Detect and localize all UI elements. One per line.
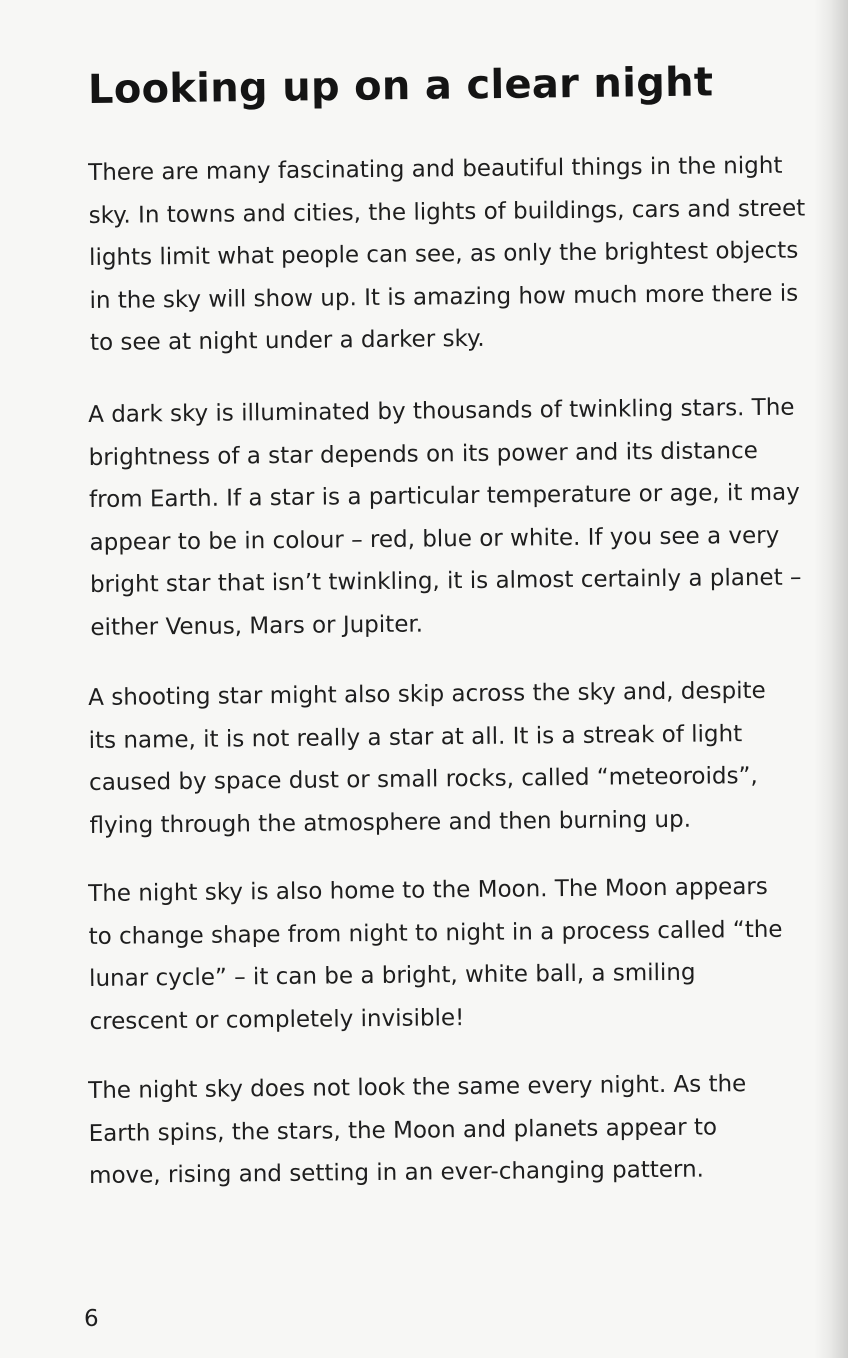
text-line: to change shape from night to night in a process called “the <box>88 916 783 950</box>
text-line: A dark sky is illuminated by thousands of twinkling stars. The <box>88 394 795 428</box>
text-line: either Venus, Mars or Jupiter. <box>90 611 424 641</box>
paragraph-stars <box>88 386 823 649</box>
text-line: flying through the atmosphere and then burning up. <box>89 806 692 839</box>
text-line: A shooting star might also skip across the sky and, despite <box>88 677 766 711</box>
page-number: 6 <box>84 1306 99 1332</box>
text-line: in the sky will show up. It is amazing how much more there is <box>89 280 799 314</box>
text-line: brightness of a star depends on its power and its distance <box>88 437 758 471</box>
text-line: move, rising and setting in an ever-changing pattern. <box>88 1156 705 1189</box>
paragraph-shooting-star <box>88 669 822 847</box>
text-line: Earth spins, the stars, the Moon and planets appear to <box>88 1113 718 1147</box>
text-line: from Earth. If a star is a particular temperature or age, it may <box>88 479 800 513</box>
text-line: The night sky does not look the same every night. As the <box>88 1071 747 1104</box>
text-line: lunar cycle” – it can be a bright, white ball, a smiling <box>88 959 696 992</box>
text-line: The night sky is also home to the Moon. The Moon appears <box>88 873 768 907</box>
text-line: its name, it is not really a star at all. It is a streak of light <box>88 720 743 754</box>
paragraph-night-sky-intro <box>88 144 822 364</box>
text-line: lights limit what people can see, as only the brightest objects <box>88 237 799 271</box>
text-line: to see at night under a darker sky. <box>89 325 485 356</box>
page-title: Looking up on a clear night <box>87 59 714 113</box>
text-line: crescent or completely invisible! <box>89 1004 465 1035</box>
paragraph-changing-sky <box>88 1062 821 1197</box>
text-line: There are many fascinating and beautiful things in the night <box>88 152 783 186</box>
text-line: caused by space dust or small rocks, called “meteoroids”, <box>88 762 758 796</box>
paragraph-moon <box>88 865 822 1043</box>
text-line: appear to be in colour – red, blue or white. If you see a very <box>89 522 780 556</box>
text-line: sky. In towns and cities, the lights of buildings, cars and street <box>88 194 806 229</box>
text-line: bright star that isn’t twinkling, it is almost certainly a planet – <box>89 564 802 598</box>
